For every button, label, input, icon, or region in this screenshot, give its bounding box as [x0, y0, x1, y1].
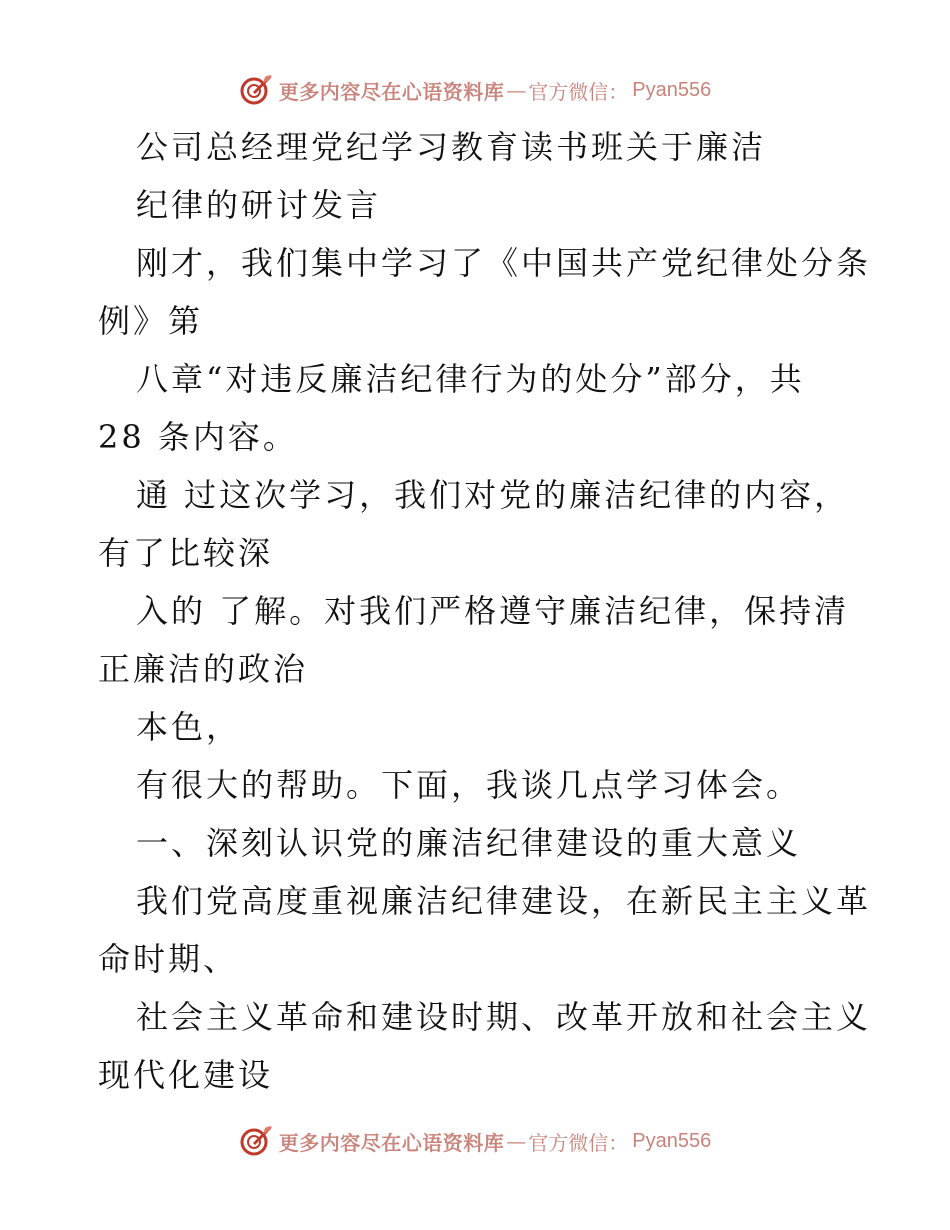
banner-wechat-id: Pyan556: [632, 1129, 712, 1152]
document-line: 社会主义革命和建设时期、改革开放和社会主义: [136, 998, 872, 1036]
document-line: 命时期、: [98, 940, 239, 978]
quill-pen-logo-icon: [239, 1124, 273, 1158]
document-line: 本色，: [136, 708, 242, 746]
banner-wechat-label: 官方微信：: [528, 79, 629, 104]
banner-separator: —: [506, 78, 527, 102]
document-line: 例》第: [98, 302, 204, 340]
document-line: 八章“对违反廉洁纪律行为的处分”部分，共: [136, 360, 805, 398]
banner-brand-text: 更多内容尽在心语资料库: [278, 1130, 505, 1155]
document-line: 现代化建设: [98, 1056, 274, 1094]
header-banner: [0, 70, 950, 110]
document-line: 入的 了解。对我们严格遵守廉洁纪律，保持清: [136, 592, 850, 630]
quill-pen-logo-icon: [239, 73, 273, 107]
banner-separator: —: [506, 1129, 527, 1153]
document-line: 我们党高度重视廉洁纪律建设，在新民主主义革: [136, 882, 872, 920]
document-line: 刚才，我们集中学习了《中国共产党纪律处分条: [136, 244, 872, 282]
document-line: 公司总经理党纪学习教育读书班关于廉洁: [136, 128, 767, 166]
document-line: 一、深刻认识党的廉洁纪律建设的重大意义: [136, 824, 802, 862]
banner-wechat-id: Pyan556: [632, 78, 712, 101]
document-line: 有很大的帮助。下面，我谈几点学习体会。: [136, 766, 802, 804]
footer-banner: [0, 1121, 950, 1161]
banner-wechat-label: 官方微信：: [528, 1130, 629, 1155]
document-line: 28 条内容。: [98, 418, 298, 456]
document-body: [98, 118, 872, 1104]
document-line: 正廉洁的政治: [98, 650, 309, 688]
document-line: 通 过这次学习，我们对党的廉洁纪律的内容，: [136, 476, 850, 514]
banner-brand-text: 更多内容尽在心语资料库: [278, 79, 505, 104]
document-line: 有了比较深: [98, 534, 274, 572]
document-line: 纪律的研讨发言: [136, 186, 382, 224]
